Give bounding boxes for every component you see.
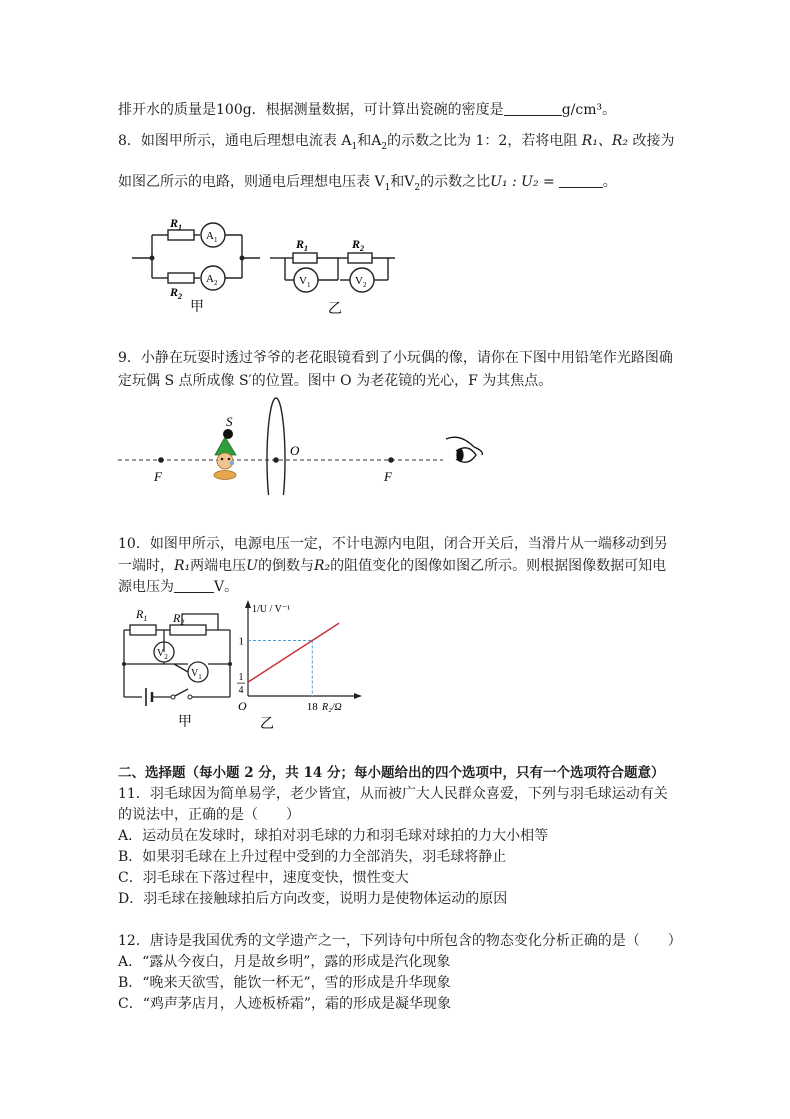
svg-text:R1: $R_1$ [136, 607, 148, 623]
q11-option-c[interactable]: C．羽毛球在下落过程中，速度变快，惯性变大 [118, 870, 409, 886]
convex-lens [267, 398, 285, 495]
switch[interactable] [173, 689, 188, 697]
label-o: O [290, 443, 300, 458]
q8-resistors: R₁、R₂ [581, 133, 629, 149]
q8-ratio: U₁ : U₂ = [490, 174, 555, 190]
resistor-r2 [348, 253, 372, 263]
svg-text:V2: $V_2$ [157, 648, 168, 661]
svg-text:R2: $R_2$ [352, 237, 365, 253]
label-s: S [226, 414, 233, 429]
junction-dot [150, 256, 155, 261]
circuit-yi [270, 253, 395, 292]
caption-yi: 乙 [328, 302, 342, 317]
label-f-right: F [384, 469, 392, 484]
x-axis-arrow [354, 693, 362, 699]
answer-blank[interactable] [504, 101, 562, 116]
q8-line1: 8．如图甲所示，通电后理想电流表 $A_1$和$A_2$的示数之比为 1：2，若将电阻 R₁、R₂ 改接为 [118, 133, 675, 152]
svg-text:R1: $R_1$ [170, 216, 183, 232]
q9-line1: 9．小静在玩耍时透过爷爷的老花眼镜看到了小玩偶的像，请你在下图中用铅笔作光路图确 [118, 350, 673, 366]
q7-unit: g/cm³。 [561, 102, 617, 118]
focus-left-dot [158, 457, 164, 463]
junction-dot [240, 256, 245, 261]
resistor-r2 [168, 273, 194, 283]
resistor-r1 [293, 253, 317, 263]
caption-jia: 甲 [190, 300, 204, 315]
resistor-r1 [130, 625, 156, 635]
caption-jia: 甲 [178, 715, 192, 730]
q11-option-b[interactable]: B．如果羽毛球在上升过程中受到的力全部消失，羽毛球将静止 [118, 849, 507, 865]
ytick-quarter [237, 672, 245, 696]
rheostat-slider [182, 614, 218, 630]
q7-line [118, 100, 616, 120]
caption-yi: 乙 [260, 717, 274, 732]
answer-blank[interactable] [559, 173, 603, 188]
q12-option-b[interactable]: B．“晚来天欲雪，能饮一杯无”，雪的形成是升华现象 [118, 975, 451, 991]
svg-text:R2: $R_2$ [173, 611, 185, 627]
svg-text:4: 4 [238, 685, 244, 697]
ytick-label: 1 [238, 635, 244, 648]
q8-circuits [120, 210, 420, 320]
section-heading: 二、选择题（每小题 2 分，共 14 分；每小题给出的四个选项中，只有一个选项符合题意） [118, 765, 665, 781]
q10-line2: 一端时，R₁两端电压U的倒数与R₂的阻值变化的图像如图乙所示。则根据图像数据可知电 [118, 558, 667, 574]
q10-line3: 源电压为 V。 [118, 579, 239, 595]
point-s-dot [223, 429, 233, 439]
svg-text:V2: $V_2$ [355, 275, 367, 289]
svg-text:R2: $R_2$ [170, 285, 183, 301]
q12-option-a[interactable]: A．“露从今夜白，月是故乡明”，露的形成是汽化现象 [118, 954, 451, 970]
origin-label: O [238, 699, 247, 713]
q9-lens-figure [118, 395, 498, 495]
focus-right-dot [388, 457, 394, 463]
svg-text:A1: $A_1$ [206, 230, 218, 244]
y-axis-label: 1/U / V⁻¹ [252, 604, 291, 615]
q8-line2: 如图乙所示的电路，则通电后理想电压表 $V_1$和$V_2$的示数之比U₁ : U₂ = 。 [118, 174, 617, 193]
q11-option-a[interactable]: A．运动员在发球时，球拍对羽毛球的力和羽毛球对球拍的力大小相等 [118, 828, 549, 844]
optical-center-dot [273, 457, 279, 463]
q11-stem: 11．羽毛球因为简单易学，老少皆宜，从而被广大人民群众喜爱，下列与羽毛球运动有关 [118, 786, 668, 802]
toy-doll [214, 437, 236, 480]
svg-text:R1: $R_1$ [296, 237, 309, 253]
xtick-label: 18 [306, 701, 318, 713]
q11-option-d[interactable]: D．羽毛球在接触球拍后方向改变，说明力是使物体运动的原因 [118, 891, 508, 907]
q7-text: 排开水的质量是100g．根据测量数据，可计算出瓷碗的密度是 [118, 102, 504, 118]
q10-line1: 10．如图甲所示，电源电压一定，不计电源内电阻，闭合开关后，当滑片从一端移动到另 [118, 536, 668, 552]
y-axis-arrow [245, 600, 251, 608]
svg-text:A2: $A_2$ [206, 273, 218, 287]
answer-blank[interactable] [174, 578, 214, 593]
svg-text:1: 1 [238, 672, 244, 684]
q12-option-c[interactable]: C．“鸡声茅店月，人迹板桥霜”，霜的形成是凝华现象 [118, 996, 452, 1012]
q11-stem-cont: 的说法中，正确的是（ ） [118, 807, 300, 823]
data-line [248, 623, 339, 682]
q10-graph [232, 600, 367, 732]
rheostat-r2 [170, 625, 206, 635]
x-axis-label: R₂/Ω [322, 702, 342, 713]
q9-line2: 定玩偶 S 点所成像 S′的位置。图中 O 为老花镜的光心，F 为其焦点。 [118, 373, 553, 389]
svg-text:V1: $V_1$ [191, 668, 202, 681]
q12-stem: 12．唐诗是我国优秀的文学遗产之一，下列诗句中所包含的物态变化分析正确的是（ ） [118, 933, 682, 949]
q10-circuit-jia [118, 602, 236, 732]
eye-icon [446, 437, 482, 462]
label-f-left: F [154, 469, 162, 484]
svg-text:V1: $V_1$ [299, 275, 311, 289]
